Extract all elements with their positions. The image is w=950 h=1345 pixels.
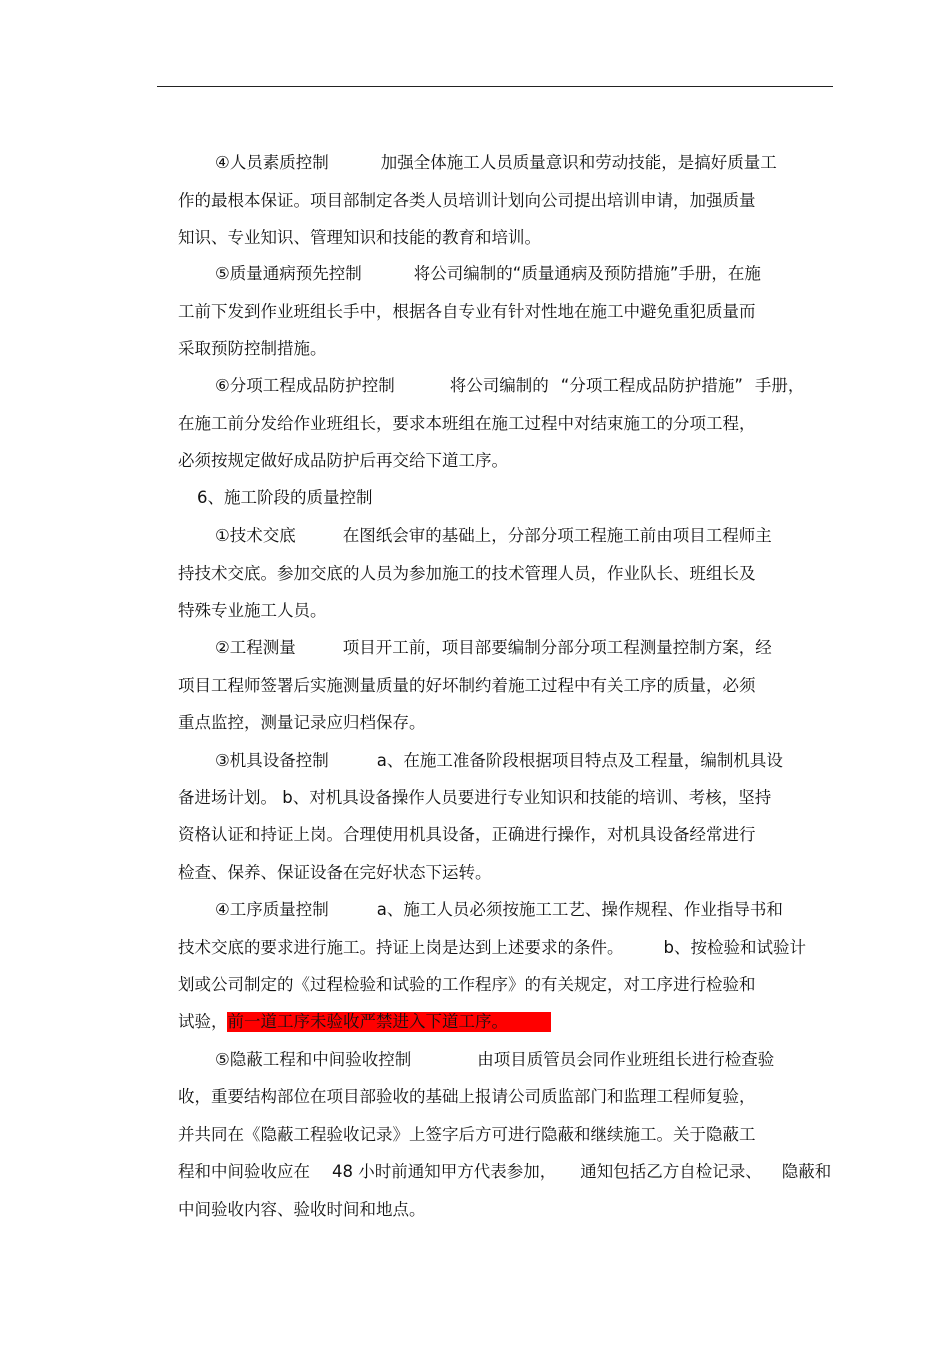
section-title: 6、施工阶段的质量控制 <box>196 488 373 507</box>
text-segment: 隐蔽和 <box>781 1162 832 1181</box>
text-segment: 将公司编制的“质量通病及预防措施”手册，在施 <box>413 264 761 283</box>
section-heading: ④人员素质控制 <box>214 153 329 172</box>
text-segment: b、按检验和试验计 <box>663 938 806 957</box>
section-heading: ③机具设备控制 <box>214 751 329 770</box>
text-segment: 通知包括乙方自检记录、 <box>580 1162 762 1181</box>
text-segment: 采取预防控制措施。 <box>177 339 327 358</box>
text-segment: 工前下发到作业班组长手中，根据各自专业有针对性地在施工中避免重犯质量而 <box>177 302 756 321</box>
text-segment: 资格认证和持证上岗。合理使用机具设备，正确进行操作，对机具设备经常进行 <box>177 825 756 844</box>
text-segment: 检查、保养、保证设备在完好状态下运转。 <box>177 863 492 882</box>
highlighted-text: 前一道工序未验收严禁进入下道工序。 <box>227 1012 551 1032</box>
text-segment: 在施工前分发给作业班组长，要求本班组在施工过程中对结束施工的分项工程， <box>177 414 756 433</box>
text-segment: 中间验收内容、验收时间和地点。 <box>177 1200 426 1219</box>
text-segment: 知识、专业知识、管理知识和技能的教育和培训。 <box>177 228 541 247</box>
section-heading: ⑤隐蔽工程和中间验收控制 <box>214 1050 412 1069</box>
text-segment: 并共同在《隐蔽工程验收记录》上签字后方可进行隐蔽和继续施工。关于隐蔽工 <box>177 1125 756 1144</box>
section-heading: ②工程测量 <box>214 638 296 657</box>
text-segment: 作的最根本保证。项目部制定各类人员培训计划向公司提出培训申请，加强质量 <box>177 191 756 210</box>
section-heading: ①技术交底 <box>214 526 296 545</box>
text-segment: 在图纸会审的基础上，分部分项工程施工前由项目工程师主 <box>342 526 772 545</box>
text-segment: 试验， <box>177 1012 228 1031</box>
section-heading: ⑥分项工程成品防护控制 <box>214 376 395 395</box>
text-segment: 备进场计划。 b、对机具设备操作人员要进行专业知识和技能的培训、考核，坚持 <box>177 788 772 807</box>
text-segment: 由项目质管员会同作业班组长进行检查验 <box>477 1050 775 1069</box>
header-rule <box>157 86 833 87</box>
text-segment: 技术交底的要求进行施工。持证上岗是达到上述要求的条件。 <box>177 938 624 957</box>
section-heading: ④工序质量控制 <box>214 900 329 919</box>
text-segment: “分项工程成品防护措施” <box>560 376 743 395</box>
text-segment: 48 小时前通知甲方代表参加， <box>331 1162 557 1181</box>
text-segment: 程和中间验收应在 <box>177 1162 310 1181</box>
text-segment: a、在施工准备阶段根据项目特点及工程量，编制机具设 <box>376 751 783 770</box>
text-segment: 加强全体施工人员质量意识和劳动技能，是搞好质量工 <box>380 153 777 172</box>
text-line <box>157 1180 425 1240</box>
text-segment: a、施工人员必须按施工工艺、操作规程、作业指导书和 <box>376 900 783 919</box>
text-segment: 收，重要结构部位在项目部验收的基础上报请公司质监部门和监理工程师复验， <box>177 1087 756 1106</box>
text-segment: 特殊专业施工人员。 <box>177 601 327 620</box>
text-segment: 必须按规定做好成品防护后再交给下道工序。 <box>177 451 508 470</box>
text-segment: 手册， <box>754 376 805 395</box>
text-segment: 持技术交底。参加交底的人员为参加施工的技术管理人员，作业队长、班组长及 <box>177 564 756 583</box>
text-segment: 划或公司制定的《过程检验和试验的工作程序》的有关规定，对工序进行检验和 <box>177 975 756 994</box>
section-heading: ⑤质量通病预先控制 <box>214 264 362 283</box>
text-segment: 项目工程师签署后实施测量质量的好坏制约着施工过程中有关工序的质量，必须 <box>177 676 756 695</box>
text-segment: 将公司编制的 <box>449 376 549 395</box>
text-segment: 项目开工前，项目部要编制分部分项工程测量控制方案，经 <box>342 638 772 657</box>
text-segment: 重点监控，测量记录应归档保存。 <box>177 713 426 732</box>
